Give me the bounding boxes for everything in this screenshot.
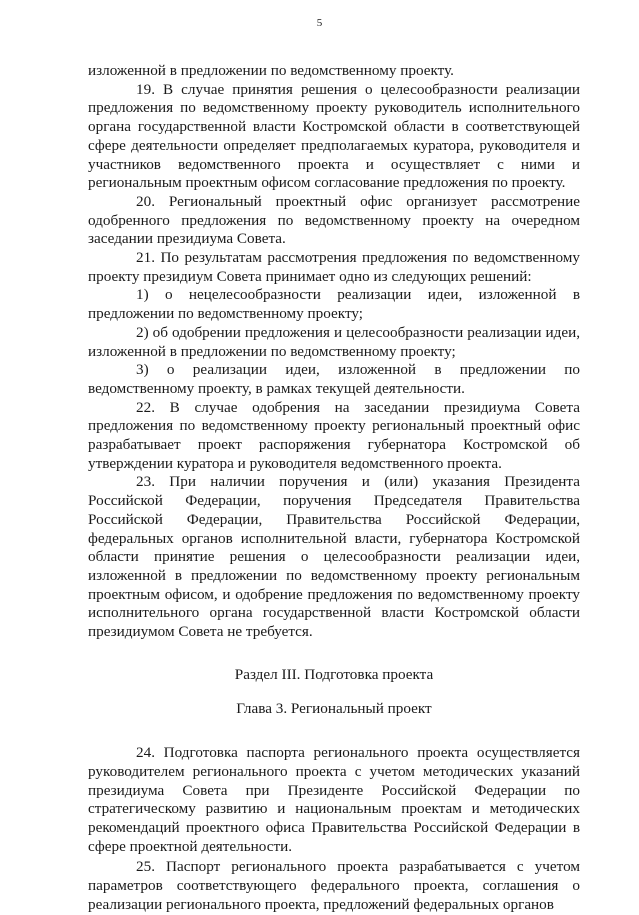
paragraph-20: 20. Региональный проектный офис организует рассмотрение одобренного предложения по ведомственному проекту на очередном заседании президиума Совета. [88, 192, 580, 248]
paragraph-21: 21. По результатам рассмотрения предложения по ведомственному проекту президиум Совета принимает одно из следующих решений: [88, 249, 580, 285]
decision-option-3: 3) о реализации идеи, изложенной в предложении по ведомственному проекту, в рамках текущей деятельности. [88, 361, 580, 397]
paragraph-24: 24. Подготовка паспорта регионального проекта осуществляется руководителем регионального проекта с учетом методических указаний президиума Совета при Президенте Российской Федерации по стратегическому развитию и национальным проектам и методических рекомендаций проектного офиса Правительства Российской Федерации в сфере проектной деятельности. [88, 744, 580, 855]
paragraph-25: 25. Паспорт регионального проекта разрабатывается с учетом параметров соответствующего федерального проекта, соглашения о реализации регионального проекта, предложений федеральных органов [88, 858, 580, 913]
paragraph-19: 19. В случае принятия решения о целесообразности реализации предложения по ведомственному проекту руководитель исполнительного органа государственной власти Костромской области в соответствующей сфере деятельности определяет предполагаемых куратора, руководителя и участников ведомственного проекта и осуществляет с ними и региональным проектным офисом согласование предложения по проекту. [88, 80, 580, 192]
chapter-heading: Глава 3. Региональный проект [236, 699, 432, 717]
document-body [88, 62, 580, 915]
page-number: 5 [316, 17, 323, 29]
paragraph-continuation: изложенной в предложении по ведомственному проекту. [88, 62, 454, 79]
section-heading: Раздел III. Подготовка проекта [234, 665, 434, 683]
paragraph-23: 23. При наличии поручения и (или) указания Президента Российской Федерации, поручения Председателя Правительства Российской Федерации, Правительства Российской Федерации, федеральных органов исполнительной власти, губернатора Костромской области принятие решения о целесообразности реализации идеи, изложенной в предложении по ведомственному проекту региональным проектным офисом, и одобрение предложения по ведомственному проекту исполнительного органа государственной власти Костромской области президиумом Совета не требуется. [88, 473, 580, 641]
decision-option-1: 1) о нецелесообразности реализации идеи, изложенной в предложении по ведомственному проекту; [88, 286, 580, 323]
decision-option-2: 2) об одобрении предложения и целесообразности реализации идеи, изложенной в предложении по ведомственному проекту; [88, 323, 580, 360]
paragraph-22: 22. В случае одобрения на заседании президиума Совета предложения по ведомственному проекту региональный проектный офис разрабатывает проект распоряжения губернатора Костромской об утверждении куратора и руководителя ведомственного проекта. [88, 398, 580, 472]
